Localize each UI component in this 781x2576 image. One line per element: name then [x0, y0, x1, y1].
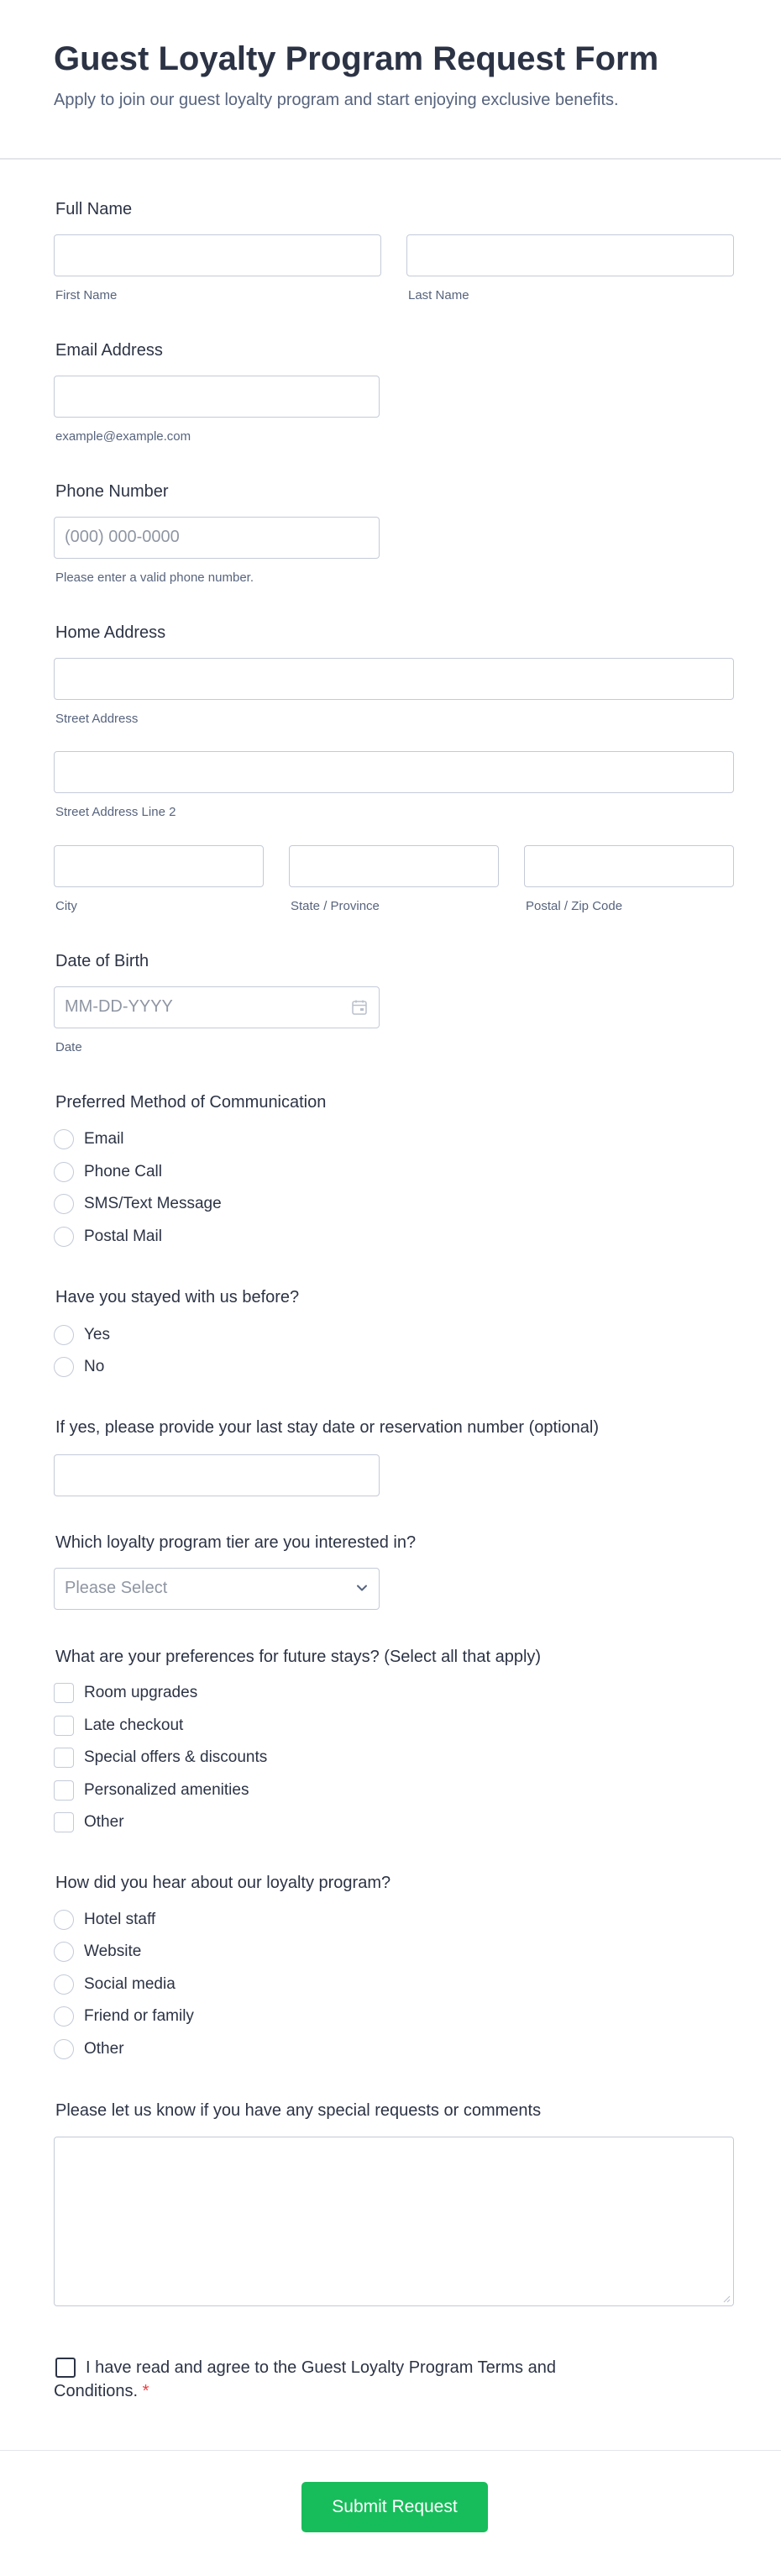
city-input[interactable] [54, 845, 264, 887]
email-label: Email Address [55, 341, 163, 360]
checkbox[interactable] [54, 1780, 74, 1801]
checkbox-option-room-upgrades[interactable] [54, 1680, 197, 1706]
form-header [0, 0, 781, 160]
radio-option-label: Postal Mail [84, 1228, 162, 1245]
radio-option-website[interactable] [54, 1939, 141, 1964]
tier-select-value: Please Select [65, 1579, 168, 1597]
radio-option-label: Website [84, 1943, 142, 1960]
radio-option-friend-family[interactable] [54, 2004, 194, 2029]
radio-option-label: Email [84, 1130, 124, 1148]
radio-button[interactable] [54, 1974, 74, 1995]
last-stay-label: If yes, please provide your last stay date or reservation number (optional) [55, 1418, 599, 1437]
radio-option-label: Other [84, 2040, 124, 2058]
checkbox-option-late-checkout[interactable] [54, 1713, 183, 1738]
stayed-before-label: Have you stayed with us before? [55, 1288, 300, 1306]
hear-about-label: How did you hear about our loyalty program? [55, 1874, 391, 1892]
street-address-2-sublabel: Street Address Line 2 [55, 805, 176, 819]
comments-textarea[interactable] [54, 2137, 734, 2306]
dob-input[interactable] [54, 986, 380, 1028]
last-stay-input[interactable] [54, 1454, 380, 1496]
radio-option-yes[interactable] [54, 1322, 110, 1348]
dob-placeholder: MM-DD-YYYY [65, 997, 173, 1016]
address-label: Home Address [55, 623, 166, 642]
radio-option-label: Hotel staff [84, 1911, 156, 1928]
tier-select[interactable] [54, 1568, 380, 1610]
street-address-sublabel: Street Address [55, 712, 139, 726]
terms-text: I have read and agree to the Guest Loyalty Program Terms and Conditions. [54, 2358, 556, 2400]
form-title: Guest Loyalty Program Request Form [54, 40, 659, 77]
checkbox-option-other[interactable] [54, 1810, 124, 1835]
radio-button[interactable] [54, 1910, 74, 1930]
phone-input[interactable] [54, 517, 380, 559]
checkbox-option-label: Special offers & discounts [84, 1748, 268, 1766]
checkbox-option-label: Personalized amenities [84, 1781, 249, 1799]
footer-divider [0, 2450, 781, 2451]
radio-button[interactable] [54, 1357, 74, 1377]
terms-label [54, 2356, 642, 2403]
submit-button[interactable]: Submit Request [301, 2482, 488, 2532]
radio-option-phone-call[interactable] [54, 1159, 162, 1185]
radio-option-label: Social media [84, 1975, 176, 1993]
first-name-input[interactable] [54, 234, 381, 276]
first-name-sublabel: First Name [55, 288, 118, 302]
radio-option-label: No [84, 1358, 105, 1375]
radio-button[interactable] [54, 1194, 74, 1214]
street-address-input[interactable] [54, 658, 734, 700]
checkbox[interactable] [54, 1683, 74, 1703]
chevron-down-icon [355, 1581, 369, 1595]
checkbox-option-special-offers[interactable] [54, 1745, 267, 1770]
checkbox-option-label: Room upgrades [84, 1684, 198, 1701]
dob-label: Date of Birth [55, 952, 149, 970]
radio-option-sms[interactable] [54, 1191, 222, 1217]
radio-button[interactable] [54, 1162, 74, 1182]
radio-option-other[interactable] [54, 2037, 124, 2062]
radio-option-label: Yes [84, 1326, 110, 1343]
state-sublabel: State / Province [291, 899, 380, 913]
radio-button[interactable] [54, 1227, 74, 1247]
radio-option-label: SMS/Text Message [84, 1195, 222, 1212]
full-name-label: Full Name [55, 200, 133, 218]
phone-label: Phone Number [55, 482, 169, 501]
state-input[interactable] [289, 845, 499, 887]
preferences-label: What are your preferences for future stays? (Select all that apply) [55, 1648, 542, 1666]
radio-option-no[interactable] [54, 1354, 104, 1380]
checkbox-option-label: Other [84, 1813, 124, 1831]
email-input[interactable] [54, 376, 380, 418]
city-sublabel: City [55, 899, 77, 913]
checkbox[interactable] [54, 1748, 74, 1768]
zip-sublabel: Postal / Zip Code [526, 899, 623, 913]
radio-option-label: Friend or family [84, 2007, 194, 2025]
radio-button[interactable] [54, 1325, 74, 1345]
radio-option-hotel-staff[interactable] [54, 1907, 155, 1932]
radio-button[interactable] [54, 1129, 74, 1149]
radio-button[interactable] [54, 2006, 74, 2027]
street-address-2-input[interactable] [54, 751, 734, 793]
communication-label: Preferred Method of Communication [55, 1093, 327, 1112]
calendar-icon[interactable] [350, 998, 369, 1017]
phone-placeholder: (000) 000-0000 [65, 528, 180, 546]
radio-option-social-media[interactable] [54, 1972, 176, 1997]
checkbox-option-label: Late checkout [84, 1716, 184, 1734]
checkbox[interactable] [54, 1716, 74, 1736]
phone-sublabel: Please enter a valid phone number. [55, 570, 254, 585]
radio-button[interactable] [54, 2039, 74, 2059]
last-name-sublabel: Last Name [408, 288, 469, 302]
radio-option-email[interactable] [54, 1127, 124, 1152]
radio-button[interactable] [54, 1942, 74, 1962]
resize-handle-icon[interactable] [722, 2295, 731, 2303]
checkbox-option-personalized-amenities[interactable] [54, 1778, 249, 1803]
checkbox[interactable] [54, 1812, 74, 1832]
dob-sublabel: Date [55, 1040, 82, 1054]
radio-option-postal-mail[interactable] [54, 1224, 162, 1249]
zip-input[interactable] [524, 845, 734, 887]
comments-label: Please let us know if you have any special requests or comments [55, 2101, 542, 2120]
required-mark: * [142, 2382, 149, 2400]
form-subtitle: Apply to join our guest loyalty program and start enjoying exclusive benefits. [54, 91, 619, 109]
last-name-input[interactable] [406, 234, 734, 276]
email-sublabel: example@example.com [55, 429, 191, 444]
radio-option-label: Phone Call [84, 1163, 162, 1180]
tier-label: Which loyalty program tier are you interested in? [55, 1533, 417, 1552]
